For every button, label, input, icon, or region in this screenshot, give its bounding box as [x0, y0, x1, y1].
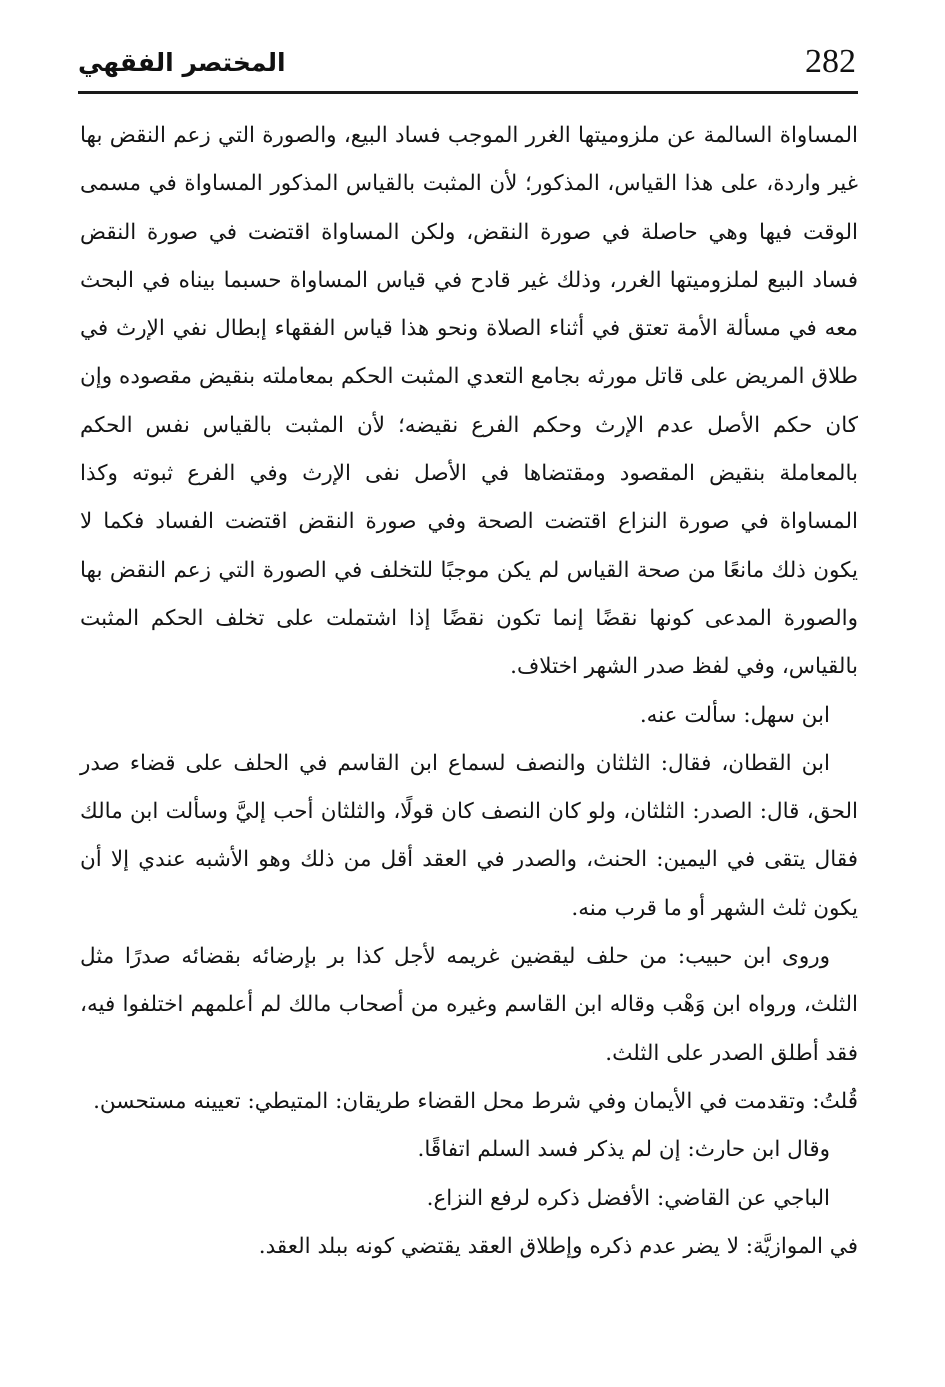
- running-title: المختصر الفقهي: [78, 48, 286, 77]
- page-body: [80, 112, 858, 1271]
- paragraph-6: وقال ابن حارث: إن لم يذكر فسد السلم اتفاقًا.: [417, 1137, 830, 1163]
- header-rule: [78, 91, 858, 94]
- paragraph-4: وروى ابن حبيب: من حلف ليقضين غريمه لأجل كذا بر بإرضائه بقضائه صدرًا مثل الثلث، ورواه ابن وَهْب وقاله ابن القاسم وغيره من أصحاب مالك لم أعلمهم اختلفوا فيه، فقد أطلق الصدر على الثلث.: [80, 944, 858, 1066]
- paragraph-5: قُلتُ: وتقدمت في الأيمان وفي شرط محل القضاء طريقان: المتيطي: تعيينه مستحسن.: [93, 1088, 858, 1114]
- paragraph-8: في الموازيَّة: لا يضر عدم ذكره وإطلاق العقد يقتضي كونه ببلد العقد.: [258, 1233, 858, 1259]
- paragraph-7: الباجي عن القاضي: الأفضل ذكره لرفع النزاع.: [426, 1185, 830, 1211]
- paragraph-3: ابن القطان، فقال: الثلثان والنصف لسماع ابن القاسم في الحلف على قضاء صدر الحق، قال: الصدر: الثلثان، ولو كان النصف كان قولًا، والثلثان أحب إليَّ وسألت ابن مالك فقال يتقى في اليمين: الحنث، والصدر في العقد أقل من ذلك وهو الأشبه عندي إلا أن يكون ثلث الشهر أو ما قرب منه.: [80, 750, 858, 921]
- paragraph-1: المساواة السالمة عن ملزوميتها الغرر الموجب فساد البيع، والصورة التي زعم النقض بها غير واردة، على هذا القياس، المذكور؛ لأن المثبت بالقياس المذكور المساواة في مسمى الوقت فيها وهي حاصلة في صورة النقض، ولكن المساواة اقتضت في صورة النقض فساد البيع لملزوميتها الغرر، وذلك غير قادح في قياس المساواة حسبما بيناه في البحث معه في مسألة الأمة تعتق في أثناء الصلاة ونحو هذا قياس الفقهاء إبطال نفي الإرث في طلاق المريض على قاتل مورثه بجامع التعدي المثبت الحكم بمعاملته بنقيض مقصوده وإن كان حكم الأصل عدم الإرث وحكم الفرع نقيضه؛ لأن المثبت بالقياس نفس الحكم بالمعاملة بنقيض المقصود ومقتضاها في الأصل نفى الإرث وفي الفرع ثبوته وكذا المساواة في صورة النزاع اقتضت الصحة وفي صورة النقض اقتضت الفساد فكما لا يكون ذلك مانعًا من صحة القياس لم يكن موجبًا للتخلف في الصورة التي زعم النقض بها والصورة المدعى كونها نقضًا إنما تكون نقضًا إذا اشتملت على تخلف الحكم المثبت بالقياس، وفي لفظ صدر الشهر اختلاف.: [80, 123, 858, 680]
- page-header: [78, 38, 856, 86]
- paragraph-2: ابن سهل: سألت عنه.: [639, 702, 830, 728]
- page-number: 282: [805, 43, 856, 80]
